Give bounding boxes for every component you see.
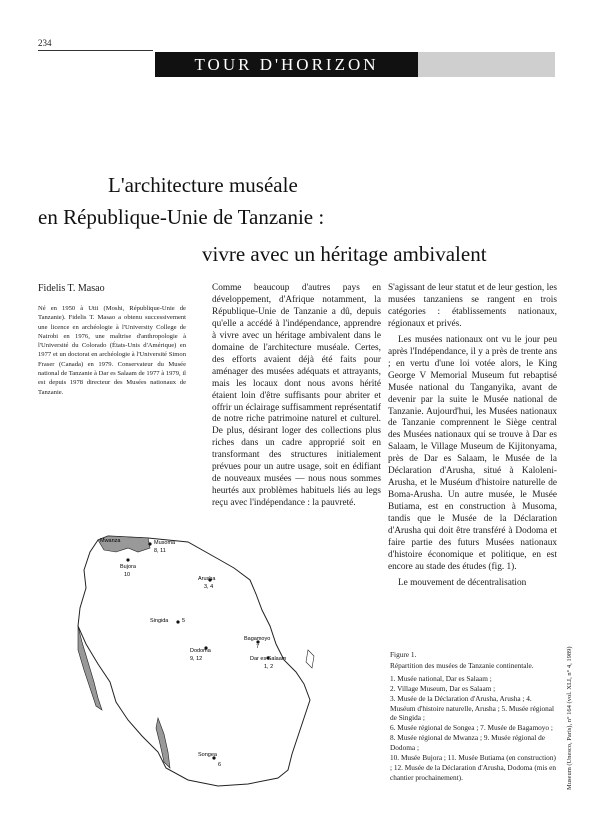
author-name: Fidelis T. Masao	[38, 283, 105, 294]
author-bio: Né en 1950 à Utii (Moshi, République-Unie de Tanzanie). Fidelis T. Masao a obtenu successivement une licence en archéologie à l'University College de Nairobi en 1976, une maîtrise d'anthropologie à l'Université du Colorado (États-Unis d'Amérique) en 1977 et un doctorat en archéologie à l'Université Simon Fraser (Canada) en 1979. Conservateur du Musée national de Tanzanie à Dar es Salaam de 1977 à 1979, il est depuis 1978 directeur des Musées nationaux de Tanzanie.	[38, 305, 186, 396]
lake-malawi	[156, 718, 170, 768]
zanzibar-island	[306, 650, 314, 668]
figure-caption	[390, 650, 558, 783]
map-label-dar: Dar es Salaam	[250, 656, 287, 662]
figure-caption-item: 10. Musée Bujora ; 11. Musée Butiama (en construction) ; 12. Musée de la Déclaration d'Arusha, Dodoma (mis en chantier prochainement).	[390, 753, 557, 782]
paragraph: S'agissant de leur statut et de leur gestion, les musées tanzaniens se rangent en trois catégories : établissements nationaux, régionaux et privés.	[388, 283, 557, 329]
map-label-songea: Songea	[198, 752, 217, 758]
tanzania-museum-map	[38, 522, 368, 792]
banner-tail	[418, 52, 555, 77]
map-label-dodoma-nums: 9, 12	[190, 656, 203, 662]
map-label-dodoma: Dodoma	[190, 648, 211, 654]
article-title-line-2: en République-Unie de Tanzanie :	[38, 205, 325, 229]
header-rule	[38, 50, 153, 51]
figure-caption-title: Figure 1.	[390, 650, 417, 659]
figure-caption-item: 1. Musée national, Dar es Salaam ;	[390, 673, 492, 683]
lake-tanganyika	[78, 626, 102, 710]
location-marker	[148, 542, 151, 545]
paragraph: Les musées nationaux ont vu le jour peu après l'Indépendance, il y a près de trente ans ; en vertu d'une loi votée alors, le King George V Memorial Museum fut rebaptisé Musée national du Tanganyika, avant de devenir par la suite le Musée national de Tanzanie. Aujourd'hui, les Musées nationaux de Tanzanie comprennent le Siège central des Musées nationaux qui se trouve à Dar es Salaam, le Village Museum de Kijitonyama, près de Dar es Salaam, le Musée de la Déclaration d'Arusha, situé à Kaloleni-Arusha, et le Muséum d'histoire naturelle de Boma-Arusha. Un autre musée, le Musée Butiama, est en construction à Musoma, tandis que le Musée de la Déclaration d'Arusha qui doit être transféré à Dodoma et faire partie des futurs Musées nationaux d'histoire économique et politique, en est encore au stade des études (fig. 1).	[388, 334, 557, 572]
map-label-singida-num: 5	[182, 618, 186, 624]
section-banner: TOUR D'HORIZON	[155, 52, 418, 77]
map-label-songea-num: 6	[218, 762, 222, 768]
map-label-musoma: Musoma	[154, 540, 176, 546]
page-number: 234	[38, 38, 52, 48]
figure-caption-item: 3. Musée de la Déclaration d'Arusha, Arusha ; 4. Muséum d'histoire naturelle, Arusha ; 5. Musée régional de Singida ;	[390, 693, 555, 723]
map-label-singida: Singida	[150, 618, 169, 624]
map-label-arusha: Arusha	[198, 576, 216, 582]
body-column-3	[388, 283, 557, 594]
map-label-bagamoyo: Bagamoyo	[244, 636, 271, 642]
figure-caption-item: 6. Musée régional de Songea ; 7. Musée de Bagamoyo ; 8. Musée régional de Mwanza ; 9. Musée régional de Dodoma ;	[390, 723, 553, 753]
article-title-line-3: vivre avec un héritage ambivalent	[202, 242, 487, 266]
map-label-arusha-nums: 3, 4	[204, 584, 214, 590]
figure-caption-item: 2. Village Museum, Dar es Salaam ;	[390, 683, 496, 693]
map-label-mwanza: Mwanza	[100, 538, 121, 544]
journal-credit: Museum (Unesco, Paris), n° 164 (vol. XLI, n° 4, 1989)	[566, 646, 573, 790]
paragraph: Le mouvement de décentralisation	[398, 577, 527, 588]
map-label-bujora: Bujora	[120, 564, 136, 570]
body-column-2	[212, 283, 381, 514]
location-marker	[126, 558, 129, 561]
map-label-bujora-num: 10	[124, 572, 131, 578]
map-label-musoma-nums: 8, 11	[154, 548, 166, 554]
paragraph: Comme beaucoup d'autres pays en développement, d'Afrique notamment, la République-Unie de Tanzanie a dû, depuis qu'elle a accédé à l'indépendance, apprendre à vivre avec un héritage ambivalent dans le domaine de l'architecture muséale. Certes, des efforts avaient déjà été faits pour aménager des musées adéquats et attrayants, mais les locaux dont nous avons hérité étaient loin d'être suffisants pour abriter et offrir un éclairage suffisamment représentatif de notre riche patrimoine naturel et culturel. De plus, désirant loger des collections plus riches dans un cadre approprié soit en transformant des structures initialement prévues pour un autre usage, soit en édifiant de nouveaux musées — nous nous sommes heurtés aux problèmes habituels liés au legs reçu avec l'indépendance : la pauvreté.	[212, 283, 381, 509]
map-label-dar-nums: 1, 2	[264, 664, 274, 670]
article-title-line-1: L'architecture muséale	[108, 173, 298, 197]
location-marker	[176, 620, 179, 623]
figure-caption-subtitle: Répartition des musées de Tanzanie continentale.	[390, 660, 534, 670]
map-label-bagamoyo-num: 7	[256, 644, 260, 650]
